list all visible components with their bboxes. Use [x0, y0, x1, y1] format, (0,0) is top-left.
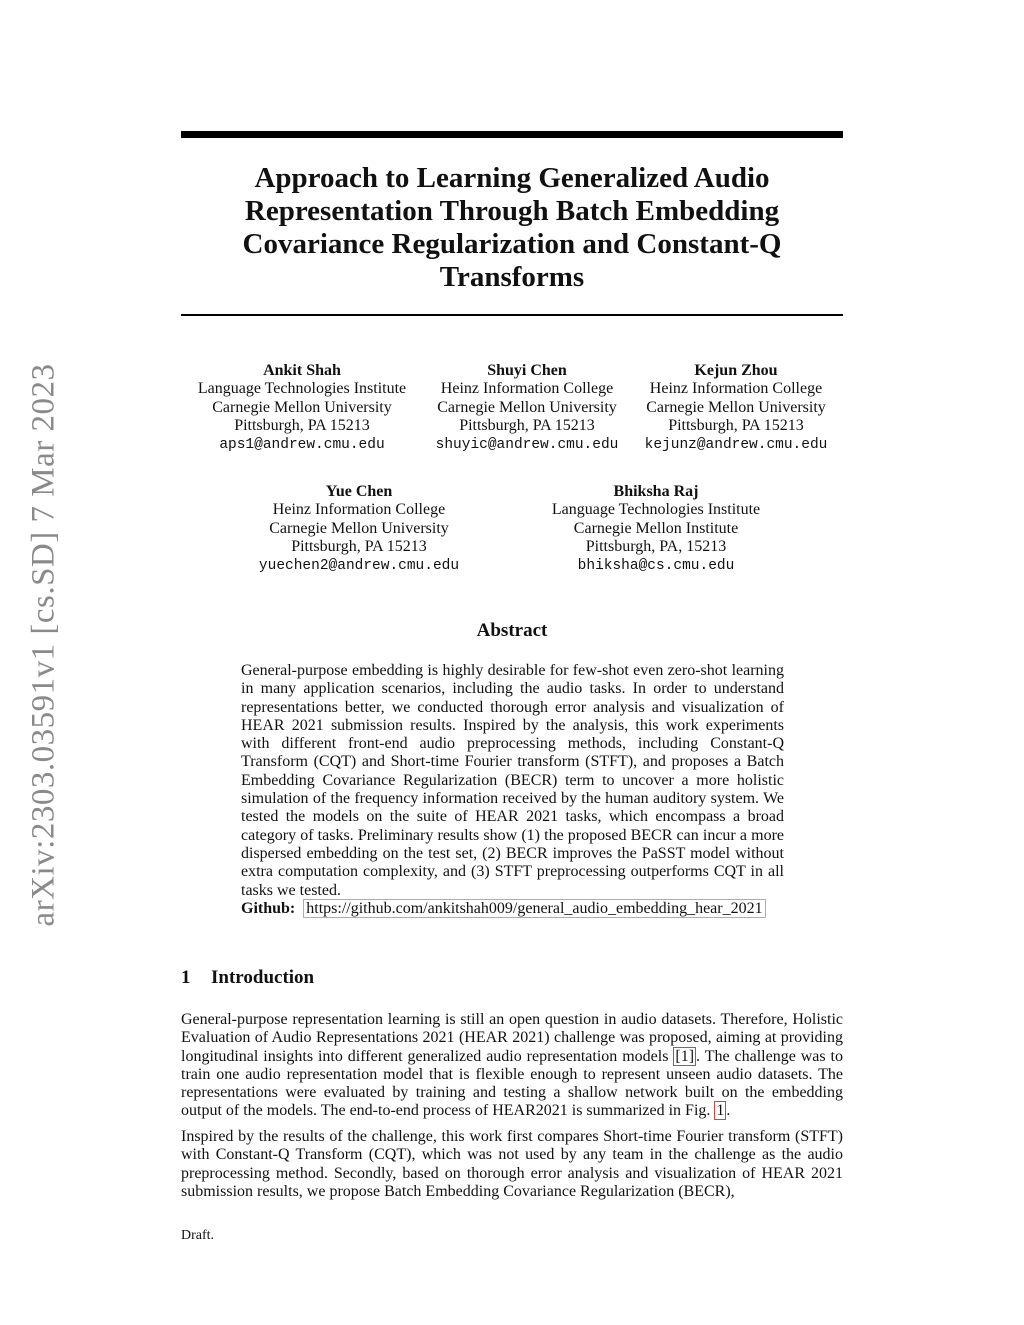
- author-affiliation: Language Technologies Institute: [197, 380, 407, 398]
- author-university: Carnegie Mellon University: [212, 398, 392, 416]
- author-name: Bhiksha Raj: [613, 483, 699, 500]
- author-email[interactable]: bhiksha@cs.cmu.edu: [577, 557, 735, 574]
- author-name: Ankit Shah: [263, 362, 341, 379]
- author-location: Pittsburgh, PA 15213: [668, 417, 804, 435]
- introduction-paragraph-2: Inspired by the results of the challenge, this work first compares Short-time Fourier transform (STFT) with Constant-Q Transform (CQT), which was not used by any team in the challenge as the audio preprocessing method. Secondly, based on thorough error analysis and visualization of HEAR 2021 submission results, we propose Batch Embedding Covariance Regularization (BECR),: [181, 1128, 843, 1200]
- author-location: Pittsburgh, PA 15213: [291, 538, 427, 556]
- paragraph-text: .: [726, 1102, 731, 1120]
- abstract-heading: Abstract: [476, 620, 548, 641]
- abstract-body: General-purpose embedding is highly desirable for few-shot even zero-shot learning in many application scenarios, including the audio tasks. In order to understand representations better, we conducted thorough error analysis and visualization of HEAR 2021 submission results. Inspired by the analysis, this work experiments with different front-end audio preprocessing methods, including Constant-Q Transform (CQT) and Short-time Fourier transform (STFT), and proposes a Batch Embedding Covariance Regularization (BECR) term to uncover a more holistic simulation of the frequency information received by the human auditory system. We tested the models on the suite of HEAR 2021 tasks, which encompass a broad category of tasks. Preliminary results show (1) the proposed BECR can incur a more dispersed embedding on the test set, (2) BECR improves the PaSST model without extra computation complexity, and (3) STFT preprocessing outperforms CQT in all tasks we tested.: [241, 662, 784, 899]
- title-line: Transforms: [439, 261, 585, 293]
- footer-draft-note: Draft.: [181, 1228, 215, 1243]
- author-name: Kejun Zhou: [694, 362, 778, 379]
- author-university: Carnegie Mellon University: [437, 398, 617, 416]
- author-block-yue-chen: [259, 483, 459, 575]
- author-location: Pittsburgh, PA, 15213: [585, 538, 727, 556]
- author-affiliation: Heinz Information College: [649, 380, 823, 398]
- author-block-kejun-zhou: [645, 362, 828, 454]
- paragraph-text: . The challenge was to train one audio representation model that is flexible enough to represent unseen audio datasets. The representations were evaluated by training and testing a shallow network built on the embedding output of the models. The end-to-end process of HEAR2021 is summarized in Fig.: [181, 1047, 843, 1120]
- section-number: 1: [181, 967, 191, 988]
- author-location: Pittsburgh, PA 15213: [459, 417, 595, 435]
- introduction-paragraph-1: [181, 1011, 843, 1121]
- title-top-rule: [181, 131, 843, 138]
- title-line: Covariance Regularization and Constant-Q: [242, 228, 782, 260]
- author-name: Yue Chen: [325, 483, 393, 500]
- section-heading-introduction: [181, 967, 314, 989]
- github-link[interactable]: https://github.com/ankitshah009/general_audio_embedding_hear_2021: [303, 899, 765, 918]
- author-affiliation: Heinz Information College: [272, 501, 446, 519]
- paragraph-text: General-purpose representation learning is still an open question in audio datasets. Therefore, Holistic Evaluation of Audio Representations 2021 (HEAR 2021) challenge was proposed, aiming at providing longitudinal insights into different generalized audio representation models: [181, 1011, 843, 1065]
- paper-title: [181, 162, 843, 294]
- title-bottom-rule: [181, 314, 843, 316]
- author-block-shuyi-chen: [436, 362, 619, 454]
- author-university: Carnegie Mellon Institute: [573, 519, 739, 537]
- author-email[interactable]: yuechen2@andrew.cmu.edu: [258, 557, 460, 574]
- author-email[interactable]: shuyic@andrew.cmu.edu: [435, 436, 619, 453]
- author-affiliation: Heinz Information College: [440, 380, 614, 398]
- author-affiliation: Language Technologies Institute: [551, 501, 761, 519]
- author-university: Carnegie Mellon University: [269, 519, 449, 537]
- author-block-bhiksha-raj: [552, 483, 760, 575]
- author-block-ankit-shah: [198, 362, 406, 454]
- author-location: Pittsburgh, PA 15213: [234, 417, 370, 435]
- arxiv-identifier-text: arXiv:2303.03591v1 [cs.SD] 7 Mar 2023: [25, 363, 62, 927]
- title-line: Approach to Learning Generalized Audio: [254, 162, 770, 194]
- author-email[interactable]: kejunz@andrew.cmu.edu: [644, 436, 828, 453]
- author-email[interactable]: aps1@andrew.cmu.edu: [219, 436, 385, 453]
- figure-reference-link[interactable]: 1: [716, 1102, 725, 1120]
- author-university: Carnegie Mellon University: [646, 398, 826, 416]
- author-name: Shuyi Chen: [487, 362, 567, 379]
- citation-link[interactable]: [1]: [675, 1047, 695, 1065]
- title-line: Representation Through Batch Embedding: [244, 195, 780, 227]
- github-label: Github:: [241, 900, 296, 917]
- github-line: [241, 899, 801, 918]
- section-title: Introduction: [211, 967, 315, 988]
